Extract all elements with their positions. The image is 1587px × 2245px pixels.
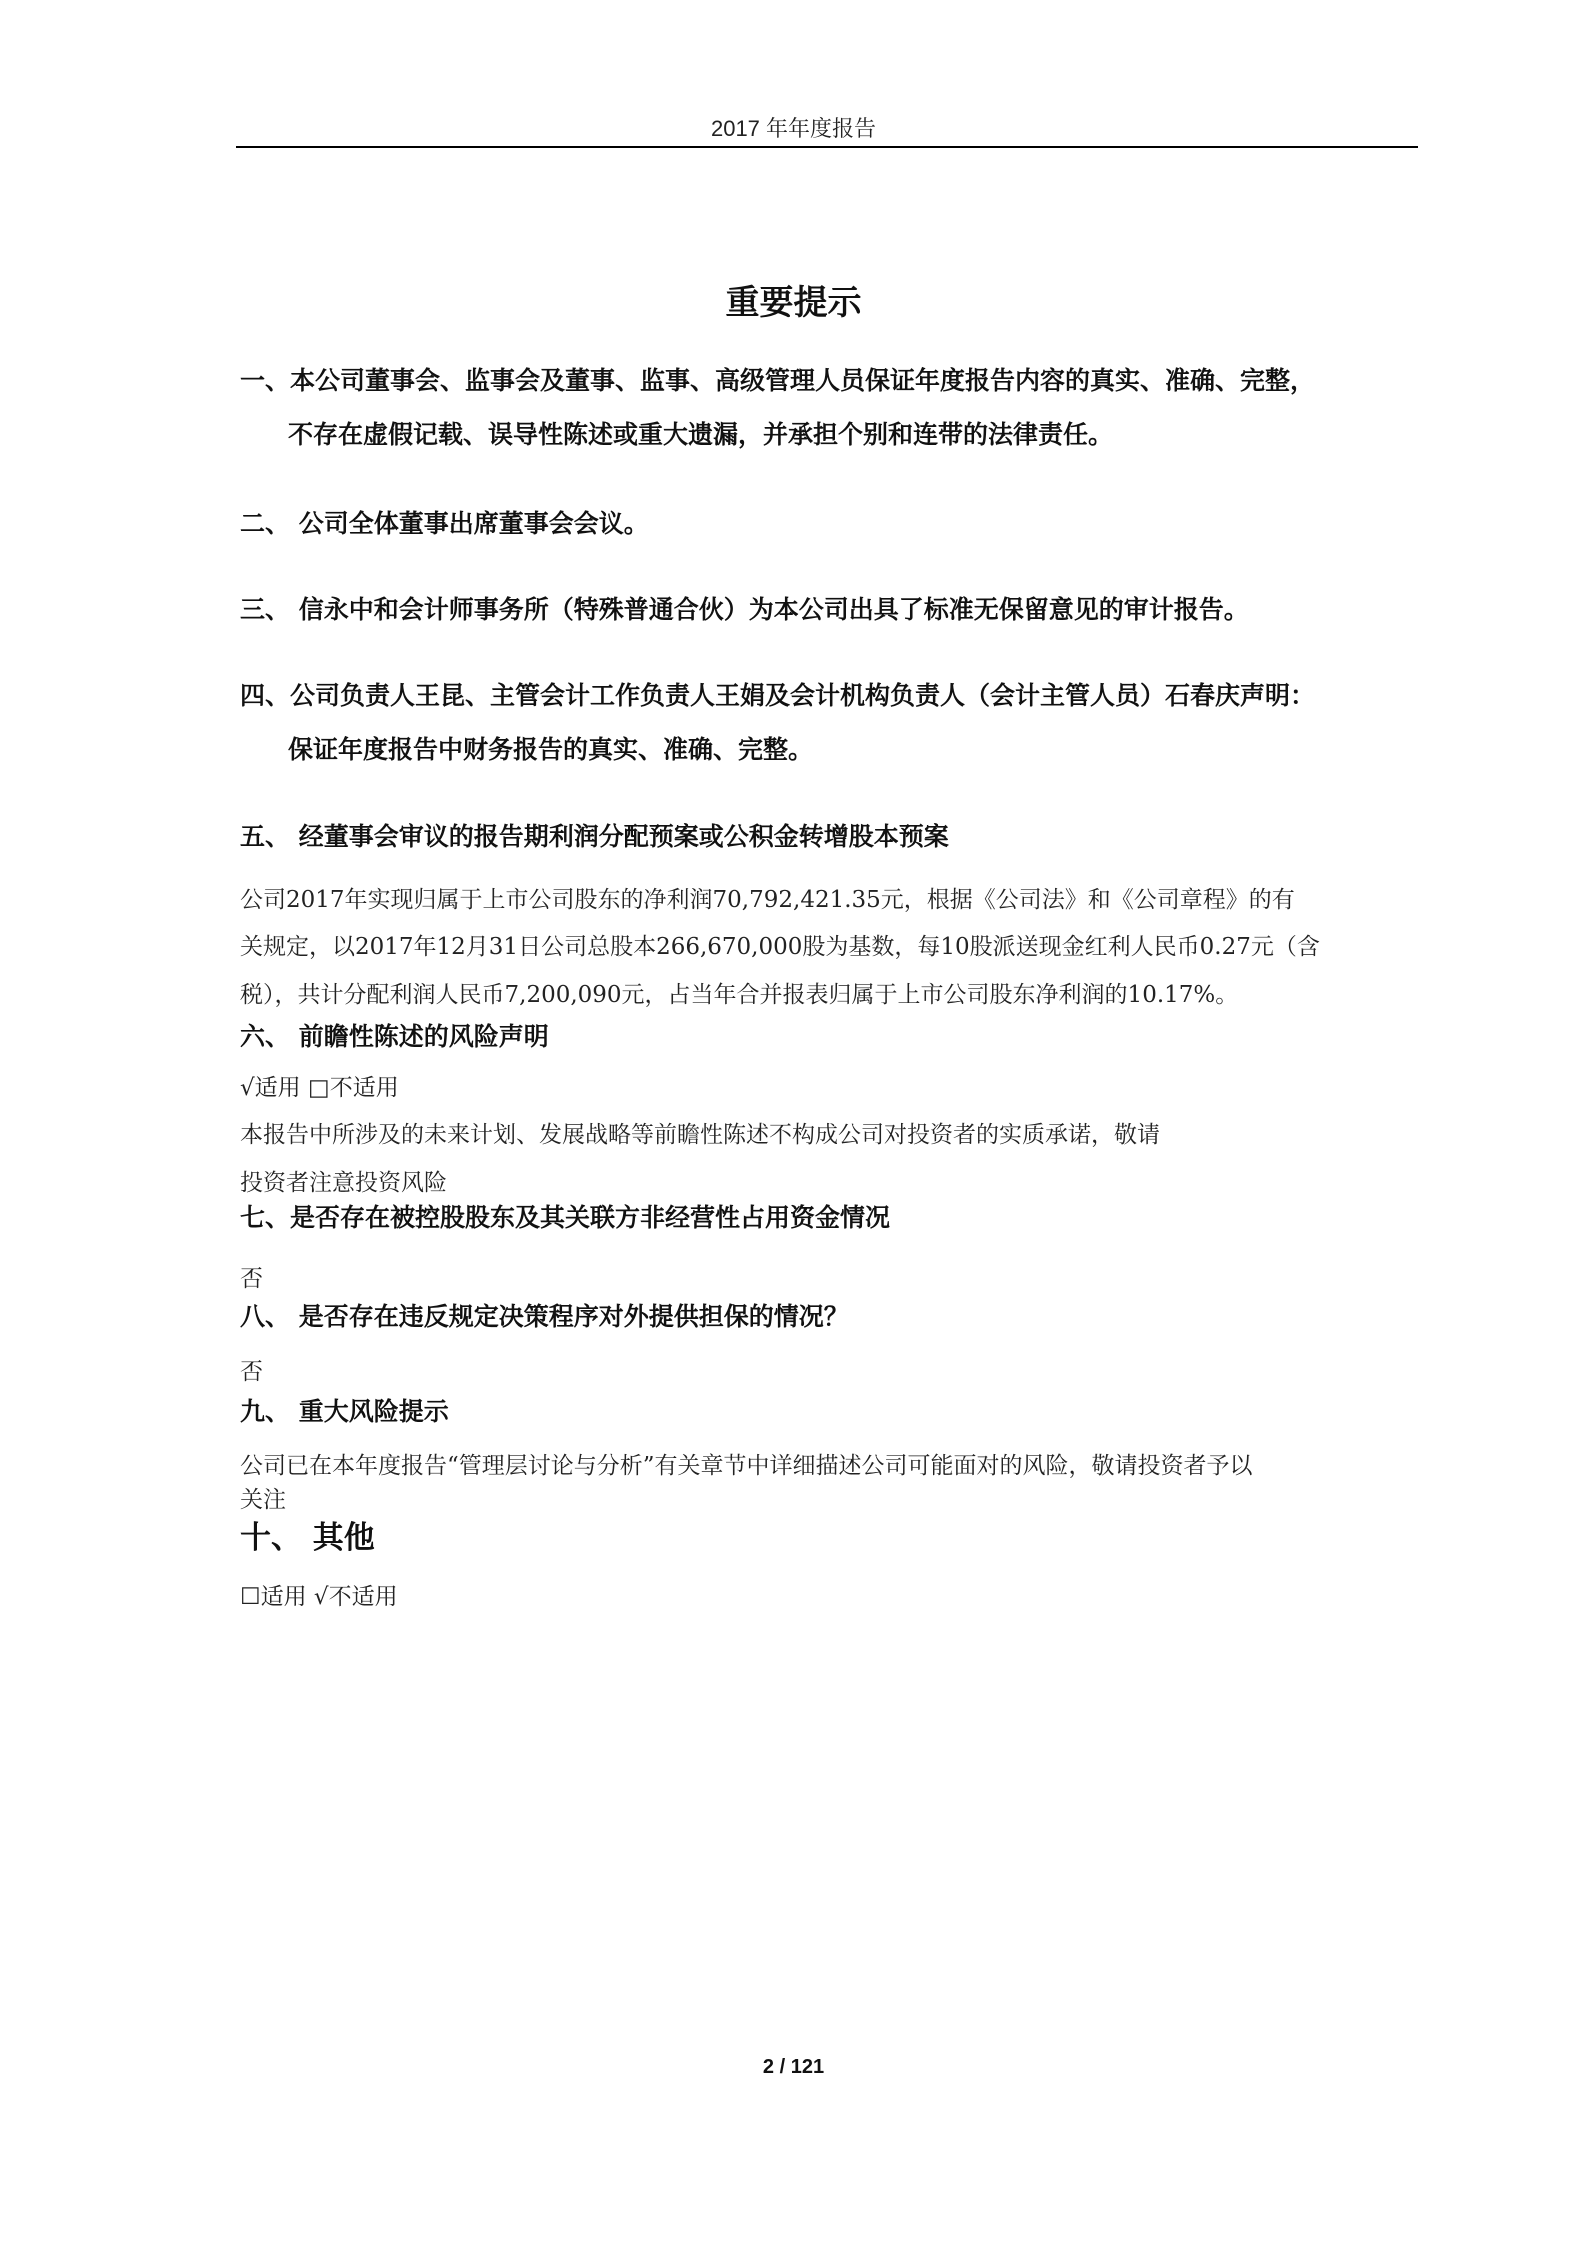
- header-rule: [236, 146, 1418, 148]
- item-five-paragraph-line1: 公司2017年实现归属于上市公司股东的净利润70,792,421.35元，根据《公司法》和《公司章程》的有: [240, 887, 1295, 913]
- item-four-line2: 保证年度报告中财务报告的真实、准确、完整。: [288, 735, 814, 764]
- item-nine-paragraph-line2: 关注: [240, 1487, 286, 1513]
- page-title: 重要提示: [725, 283, 862, 323]
- item-seven-heading: 七、是否存在被控股股东及其关联方非经营性占用资金情况: [240, 1203, 891, 1232]
- item-eight-heading: 八、 是否存在违反规定决策程序对外提供担保的情况？: [240, 1302, 849, 1331]
- item-six-paragraph-line2: 投资者注意投资风险: [240, 1170, 447, 1196]
- item-ten-heading: 十、 其他: [240, 1520, 375, 1556]
- item-nine-heading: 九、 重大风险提示: [240, 1397, 449, 1426]
- item-two: 二、 公司全体董事出席董事会会议。: [240, 509, 649, 538]
- item-six-paragraph-line1: 本报告中所涉及的未来计划、发展战略等前瞻性陈述不构成公司对投资者的实质承诺，敬请: [240, 1122, 1160, 1148]
- item-ten-applicability: ☐适用 √不适用: [240, 1584, 398, 1610]
- item-eight-answer: 否: [240, 1359, 263, 1385]
- item-one-line2: 不存在虚假记载、误导性陈述或重大遗漏，并承担个别和连带的法律责任。: [288, 420, 1114, 449]
- item-three: 三、 信永中和会计师事务所（特殊普通合伙）为本公司出具了标准无保留意见的审计报告。: [240, 595, 1249, 624]
- item-nine-paragraph-line1: 公司已在本年度报告“管理层讨论与分析”有关章节中详细描述公司可能面对的风险，敬请投资者予以: [240, 1453, 1253, 1479]
- item-one-line1: 一、本公司董事会、监事会及董事、监事、高级管理人员保证年度报告内容的真实、准确、完整，: [240, 366, 1316, 395]
- running-header: 2017 年年度报告: [710, 116, 877, 141]
- page-number: 2 / 121: [762, 2056, 825, 2078]
- item-four-line1: 四、公司负责人王昆、主管会计工作负责人王娟及会计机构负责人（会计主管人员）石春庆声明：: [240, 681, 1316, 710]
- item-five-paragraph-line2: 关规定，以2017年12月31日公司总股本266,670,000股为基数，每10股派送现金红利人民币0.27元（含: [240, 934, 1320, 960]
- item-six-applicability: √适用 □不适用: [240, 1075, 399, 1101]
- item-seven-answer: 否: [240, 1266, 263, 1292]
- item-five-heading: 五、 经董事会审议的报告期利润分配预案或公积金转增股本预案: [240, 822, 949, 851]
- item-five-paragraph-line3: 税），共计分配利润人民币7,200,090元，占当年合并报表归属于上市公司股东净利润的10.17%。: [240, 982, 1239, 1008]
- item-six-heading: 六、 前瞻性陈述的风险声明: [240, 1022, 549, 1051]
